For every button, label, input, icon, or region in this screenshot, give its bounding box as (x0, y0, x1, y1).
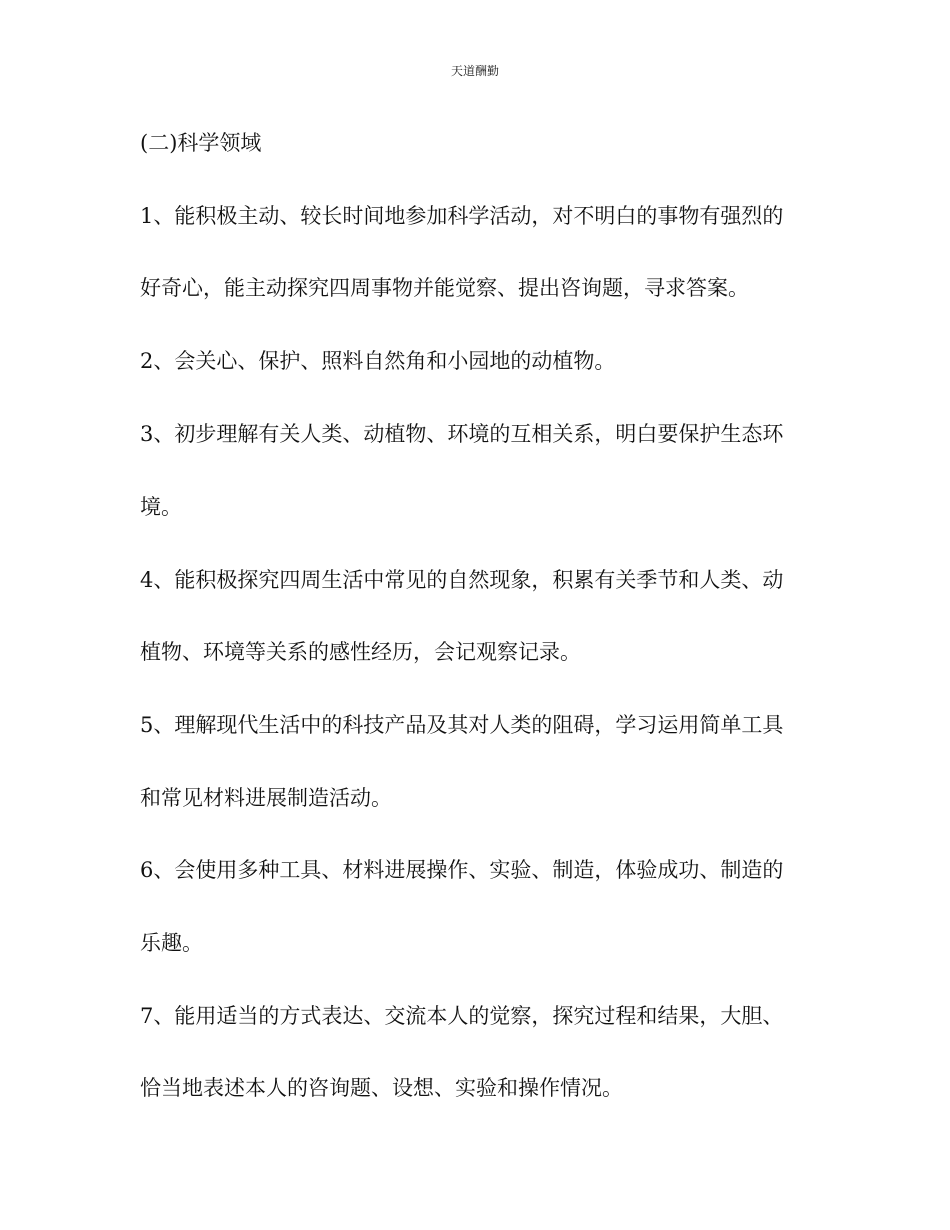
page-header: 天道酬勤 (450, 64, 499, 78)
text-line: 5、理解现代生活中的科技产品及其对人类的阻碍，学习运用简单工具 (140, 713, 784, 737)
text-line: 好奇心，能主动探究四周事物并能觉察、提出咨询题，寻求答案。 (140, 276, 749, 300)
text-line: 植物、环境等关系的感性经历，会记观察记录。 (140, 640, 581, 664)
text-line: 4、能积极探究四周生活中常见的自然现象，积累有关季节和人类、动 (140, 568, 784, 592)
text-line: 乐趣。 (140, 931, 203, 955)
text-line: 恰当地表述本人的咨询题、设想、实验和操作情况。 (140, 1076, 623, 1100)
text-line: 6、会使用多种工具、材料进展操作、实验、制造，体验成功、制造的 (140, 858, 784, 882)
text-line: 1、能积极主动、较长时间地参加科学活动，对不明白的事物有强烈的 (140, 204, 784, 228)
text-line: 境。 (140, 495, 182, 519)
section-heading: (二)科学领域 (140, 131, 262, 155)
text-line: 3、初步理解有关人类、动植物、环境的互相关系，明白要保护生态环 (140, 422, 784, 446)
text-line: 7、能用适当的方式表达、交流本人的觉察，探究过程和结果，大胆、 (140, 1004, 784, 1028)
text-line: 和常见材料进展制造活动。 (140, 786, 392, 810)
text-line: 2、会关心、保护、照料自然角和小园地的动植物。 (140, 349, 616, 373)
